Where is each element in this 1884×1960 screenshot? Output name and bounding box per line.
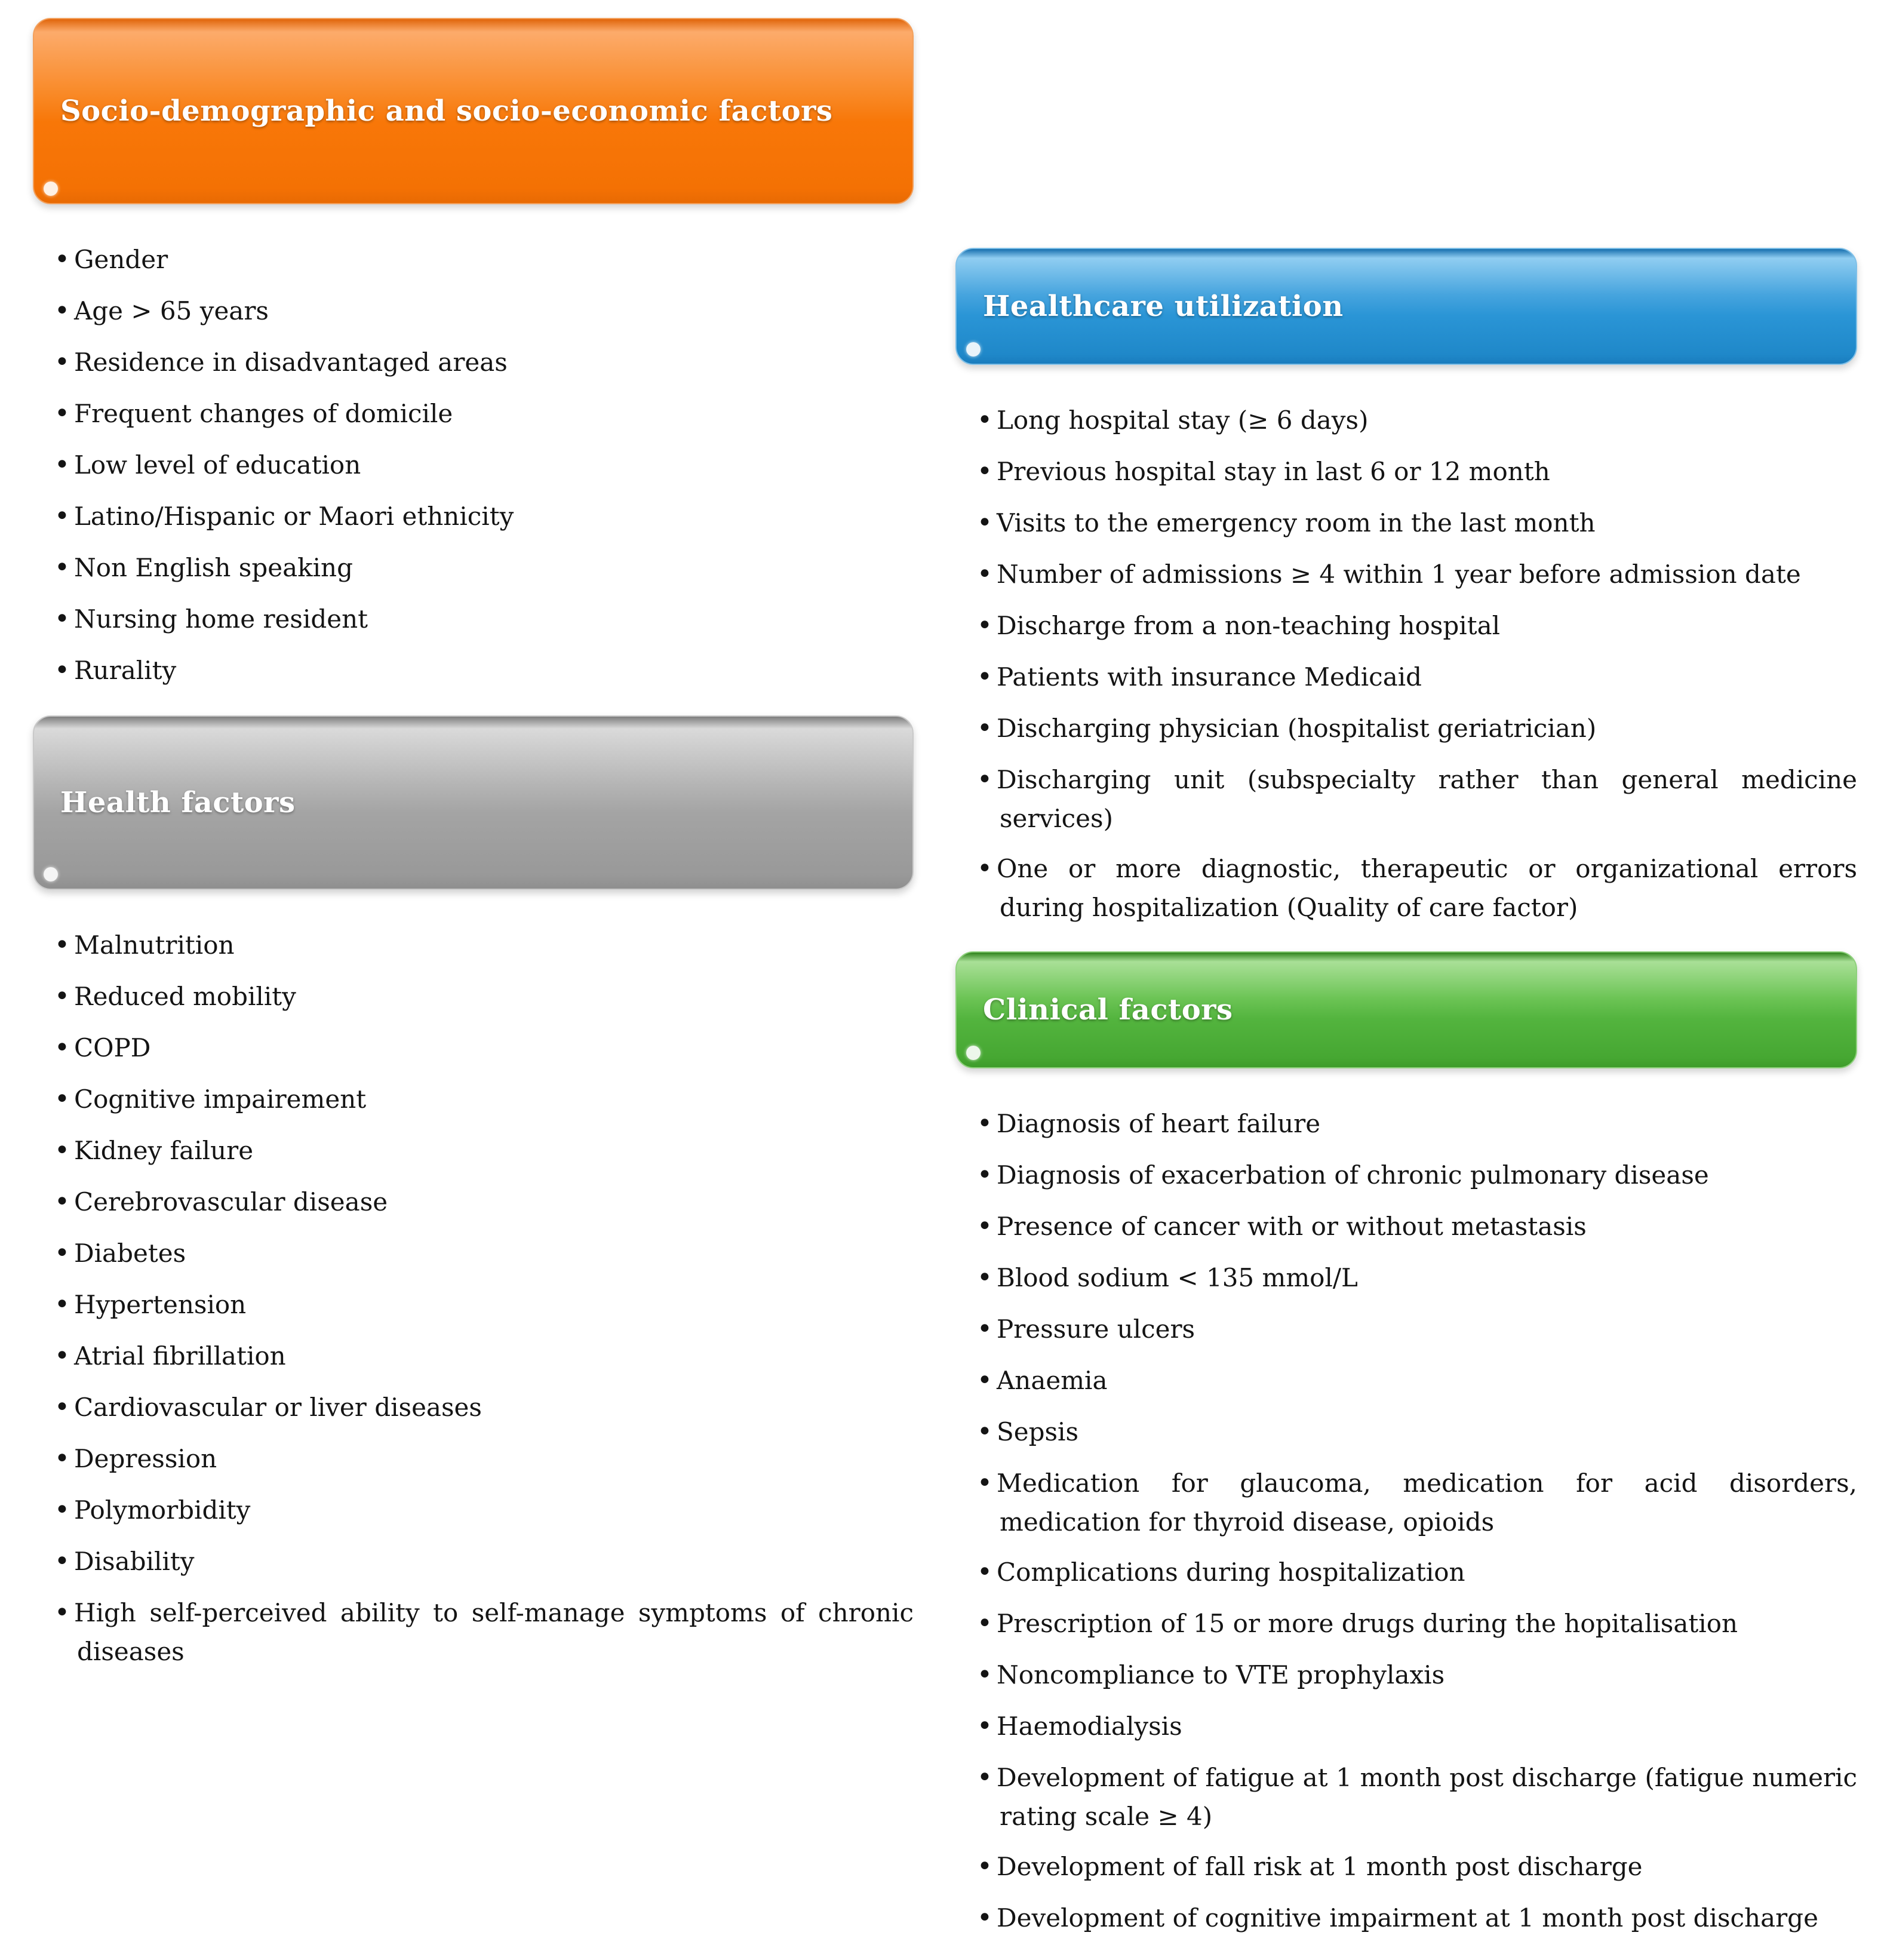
list-item	[54, 977, 914, 1016]
section-title-health-factors: Health factors	[60, 786, 296, 819]
right-column	[955, 18, 1857, 1960]
list-item-text: Number of admissions ≥ 4 within 1 year before admission date	[996, 560, 1801, 589]
list-item-text: Prescription of 15 or more drugs during the hopitalisation	[996, 1609, 1738, 1638]
bullet-icon: •	[54, 296, 70, 326]
bullet-icon: •	[54, 655, 70, 686]
list-item	[977, 1412, 1857, 1452]
list-item	[977, 1707, 1857, 1746]
list-item	[977, 1258, 1857, 1298]
list-item-text: Long hospital stay (≥ 6 days)	[996, 405, 1369, 435]
bullet-icon: •	[54, 1443, 70, 1474]
list-item	[54, 548, 914, 588]
bullet-icon: •	[977, 456, 992, 487]
list-item	[977, 1604, 1857, 1643]
bullet-icon: •	[977, 1468, 992, 1498]
list-item-text: Hypertension	[73, 1290, 247, 1319]
bullet-icon: •	[977, 713, 992, 744]
list-item-text: Diabetes	[73, 1239, 186, 1268]
list-item-text: Cerebrovascular disease	[73, 1187, 388, 1216]
bullet-icon: •	[977, 508, 992, 538]
bullet-icon: •	[54, 1495, 70, 1525]
list-item	[54, 1388, 914, 1427]
bullet-icon: •	[977, 1608, 992, 1639]
section-title-socio-demographic: Socio-demographic and socio-economic factors	[60, 94, 833, 128]
list-item	[54, 240, 914, 279]
list-item-text: Sepsis	[996, 1417, 1079, 1446]
bullet-icon: •	[54, 1598, 70, 1628]
list-item	[54, 1593, 914, 1670]
list-item	[977, 849, 1857, 926]
list-item	[54, 600, 914, 639]
bullet-icon: •	[54, 1238, 70, 1268]
list-item	[977, 1655, 1857, 1695]
bullet-icon: •	[977, 1108, 992, 1139]
list-item-text: Discharge from a non-teaching hospital	[996, 611, 1501, 640]
list-item	[54, 1285, 914, 1325]
list-item-text: Residence in disadvantaged areas	[73, 348, 508, 377]
list-item	[54, 394, 914, 434]
section-header-healthcare-utilization	[955, 248, 1857, 365]
section-header-clinical-factors	[955, 951, 1857, 1068]
bullet-icon: •	[977, 1262, 992, 1293]
bullet-icon: •	[977, 662, 992, 692]
list-item	[54, 926, 914, 965]
bullet-icon: •	[977, 1211, 992, 1242]
list-item	[54, 446, 914, 485]
bullet-icon: •	[977, 1851, 992, 1882]
bullet-icon: •	[54, 244, 70, 275]
bullet-icon: •	[54, 981, 70, 1012]
list-item-text: Medication for glaucoma, medication for acid disorders, medication for thyroid disease, opioids	[996, 1469, 1857, 1537]
bullet-icon: •	[977, 405, 992, 435]
section-health-factors	[33, 715, 914, 1670]
list-item-text: Rurality	[73, 656, 177, 685]
list-item	[54, 1491, 914, 1530]
list-item-text: Noncompliance to VTE prophylaxis	[996, 1660, 1445, 1689]
bullet-icon: •	[54, 1546, 70, 1577]
socio-demographic-list	[54, 240, 914, 690]
list-item-text: Development of fatigue at 1 month post discharge (fatigue numeric rating scale ≥ 4)	[996, 1763, 1857, 1831]
list-item	[54, 291, 914, 331]
list-item	[977, 1898, 1857, 1938]
bullet-icon: •	[977, 1660, 992, 1690]
list-item	[54, 1131, 914, 1171]
bullet-icon: •	[977, 1762, 992, 1793]
list-item	[54, 1337, 914, 1376]
list-item	[977, 1104, 1857, 1144]
list-item-text: Pressure ulcers	[996, 1314, 1195, 1344]
list-item-text: Non English speaking	[73, 553, 353, 582]
list-item	[977, 1553, 1857, 1592]
list-item-text: Diagnosis of heart failure	[996, 1109, 1321, 1138]
list-item	[977, 452, 1857, 491]
list-item-text: Cardiovascular or liver diseases	[73, 1393, 482, 1422]
list-item-text: Diagnosis of exacerbation of chronic pulmonary disease	[996, 1160, 1709, 1190]
bullet-icon: •	[977, 1365, 992, 1396]
list-item-text: Low level of education	[73, 450, 361, 480]
list-item-text: Nursing home resident	[73, 604, 368, 634]
list-item-text: One or more diagnostic, therapeutic or organizational errors during hospitalization (Quality of care factor)	[996, 854, 1857, 922]
healthcare-utilization-list	[977, 401, 1857, 926]
health-factors-list	[54, 926, 914, 1670]
bullet-icon: •	[977, 610, 992, 641]
bullet-icon: •	[977, 1711, 992, 1741]
list-item-text: Patients with insurance Medicaid	[996, 662, 1422, 692]
section-header-health-factors	[33, 715, 914, 890]
list-item-text: Atrial fibrillation	[73, 1341, 286, 1371]
section-title-clinical-factors: Clinical factors	[983, 993, 1233, 1027]
bullet-icon: •	[977, 559, 992, 589]
list-item-text: Disability	[73, 1547, 195, 1576]
list-item-text: Malnutrition	[73, 930, 235, 960]
list-item	[977, 555, 1857, 594]
section-healthcare-utilization	[955, 248, 1857, 926]
bullet-icon: •	[54, 1341, 70, 1371]
section-socio-demographic	[33, 18, 914, 690]
list-item-text: Complications during hospitalization	[996, 1557, 1465, 1587]
list-item-text: Gender	[73, 245, 168, 274]
bullet-icon: •	[54, 1084, 70, 1114]
bullet-icon: •	[977, 1557, 992, 1587]
list-item-text: Kidney failure	[73, 1136, 254, 1165]
list-item-text: Presence of cancer with or without metastasis	[996, 1212, 1587, 1241]
bullet-icon: •	[54, 604, 70, 634]
list-item-text: COPD	[73, 1033, 151, 1062]
list-item	[977, 1758, 1857, 1835]
left-column	[33, 18, 914, 1695]
list-item	[54, 1439, 914, 1479]
list-item	[977, 1310, 1857, 1349]
bullet-icon: •	[54, 1289, 70, 1320]
list-item	[977, 760, 1857, 837]
list-item	[54, 1182, 914, 1222]
bullet-icon: •	[54, 1135, 70, 1166]
bullet-icon: •	[54, 930, 70, 960]
list-item	[54, 651, 914, 690]
bullet-icon: •	[54, 552, 70, 583]
section-title-healthcare-utilization: Healthcare utilization	[983, 290, 1344, 323]
bullet-icon: •	[54, 347, 70, 377]
list-item-text: High self-perceived ability to self-manage symptoms of chronic diseases	[73, 1598, 914, 1666]
section-clinical-factors	[955, 951, 1857, 1938]
list-item-text: Haemodialysis	[996, 1712, 1182, 1741]
bullet-icon: •	[54, 398, 70, 429]
clinical-factors-list	[977, 1104, 1857, 1938]
bullet-icon: •	[977, 1417, 992, 1447]
list-item-text: Blood sodium < 135 mmol/L	[996, 1263, 1358, 1292]
list-item	[977, 658, 1857, 697]
bullet-icon: •	[977, 853, 992, 884]
bullet-icon: •	[54, 450, 70, 480]
list-item	[977, 503, 1857, 543]
list-item-text: Latino/Hispanic or Maori ethnicity	[73, 502, 514, 531]
list-item-text: Polymorbidity	[73, 1495, 251, 1525]
list-item-text: Reduced mobility	[73, 982, 296, 1011]
list-item	[977, 1361, 1857, 1400]
list-item	[977, 606, 1857, 646]
bullet-icon: •	[54, 1187, 70, 1217]
list-item-text: Cognitive impairement	[73, 1085, 367, 1114]
list-item	[977, 709, 1857, 748]
list-item	[977, 1207, 1857, 1246]
bullet-icon: •	[977, 1903, 992, 1933]
bullet-icon: •	[977, 1314, 992, 1344]
section-header-socio-demographic	[33, 18, 914, 204]
list-item-text: Visits to the emergency room in the last month	[996, 508, 1596, 537]
list-item-text: Depression	[73, 1444, 217, 1473]
list-item-text: Discharging physician (hospitalist geriatrician)	[996, 714, 1597, 743]
list-item-text: Development of fall risk at 1 month post discharge	[996, 1852, 1643, 1881]
list-item-text: Development of cognitive impairment at 1 month post discharge	[996, 1903, 1818, 1933]
list-item	[977, 1847, 1857, 1887]
bullet-icon: •	[977, 764, 992, 795]
bullet-icon: •	[54, 1392, 70, 1423]
list-item-text: Previous hospital stay in last 6 or 12 month	[996, 457, 1550, 486]
list-item-text: Age > 65 years	[73, 296, 269, 325]
list-item-text: Discharging unit (subspecialty rather than general medicine services)	[996, 765, 1857, 833]
list-item	[54, 1542, 914, 1581]
list-item	[54, 343, 914, 382]
bullet-icon: •	[54, 501, 70, 532]
list-item	[54, 497, 914, 536]
list-item	[54, 1028, 914, 1068]
list-item-text: Anaemia	[996, 1366, 1108, 1395]
list-item	[54, 1080, 914, 1119]
bullet-icon: •	[54, 1033, 70, 1063]
list-item	[54, 1234, 914, 1273]
list-item	[977, 401, 1857, 440]
list-item	[977, 1464, 1857, 1541]
bullet-icon: •	[977, 1160, 992, 1190]
list-item-text: Frequent changes of domicile	[73, 399, 453, 428]
list-item	[977, 1156, 1857, 1195]
